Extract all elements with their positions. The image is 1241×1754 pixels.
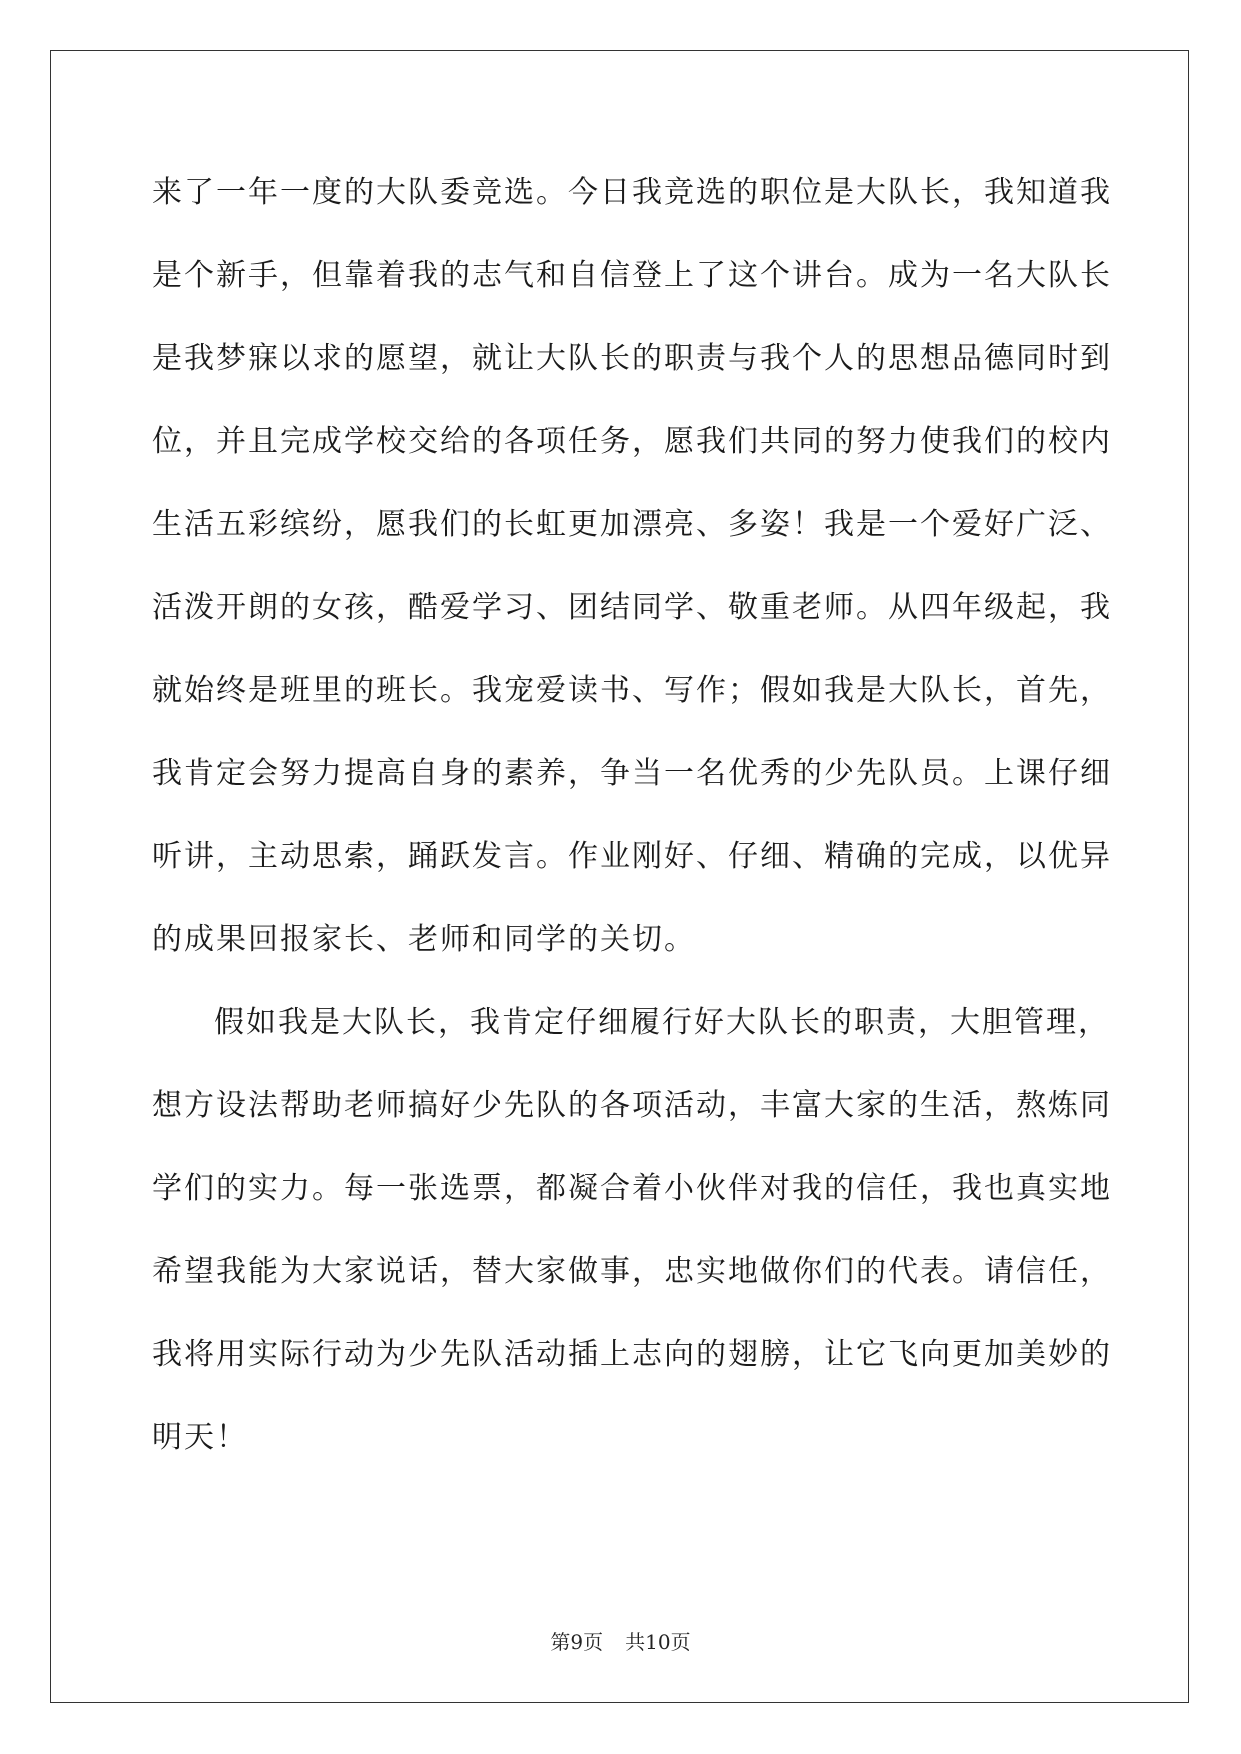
page-number: 第9页 [550, 1630, 604, 1654]
text-line: 学们的实力。每一张选票，都凝合着小伙伴对我的信任，我也真实地 [152, 1171, 1112, 1206]
text-line: 是个新手，但靠着我的志气和自信登上了这个讲台。成为一名大队长 [152, 258, 1112, 293]
text-line: 希望我能为大家说话，替大家做事，忠实地做你们的代表。请信任， [152, 1254, 1112, 1289]
document-body [152, 164, 1112, 1492]
text-line-paragraph-start: 假如我是大队长，我肯定仔细履行好大队长的职责，大胆管理， [214, 1005, 1110, 1040]
text-line: 活泼开朗的女孩，酷爱学习、团结同学、敬重老师。从四年级起，我 [152, 590, 1112, 625]
text-line: 明天！ [152, 1420, 248, 1455]
text-line: 位，并且完成学校交给的各项任务，愿我们共同的努力使我们的校内 [152, 424, 1112, 459]
text-line: 是我梦寐以求的愿望，就让大队长的职责与我个人的思想品德同时到 [152, 341, 1112, 376]
text-line: 的成果回报家长、老师和同学的关切。 [152, 922, 696, 957]
text-line: 我将用实际行动为少先队活动插上志向的翅膀，让它飞向更加美妙的 [152, 1337, 1112, 1372]
page-footer [0, 1626, 1241, 1655]
text-line: 听讲，主动思索，踊跃发言。作业刚好、仔细、精确的完成，以优异 [152, 839, 1112, 874]
text-line: 我肯定会努力提高自身的素养，争当一名优秀的少先队员。上课仔细 [152, 756, 1112, 791]
text-line: 来了一年一度的大队委竞选。今日我竞选的职位是大队长，我知道我 [152, 175, 1112, 210]
page-total: 共10页 [625, 1630, 691, 1654]
text-line: 生活五彩缤纷，愿我们的长虹更加漂亮、多姿！我是一个爱好广泛、 [152, 507, 1112, 542]
text-line: 就始终是班里的班长。我宠爱读书、写作；假如我是大队长，首先， [152, 673, 1112, 708]
text-line: 想方设法帮助老师搞好少先队的各项活动，丰富大家的生活，熬炼同 [152, 1088, 1112, 1123]
